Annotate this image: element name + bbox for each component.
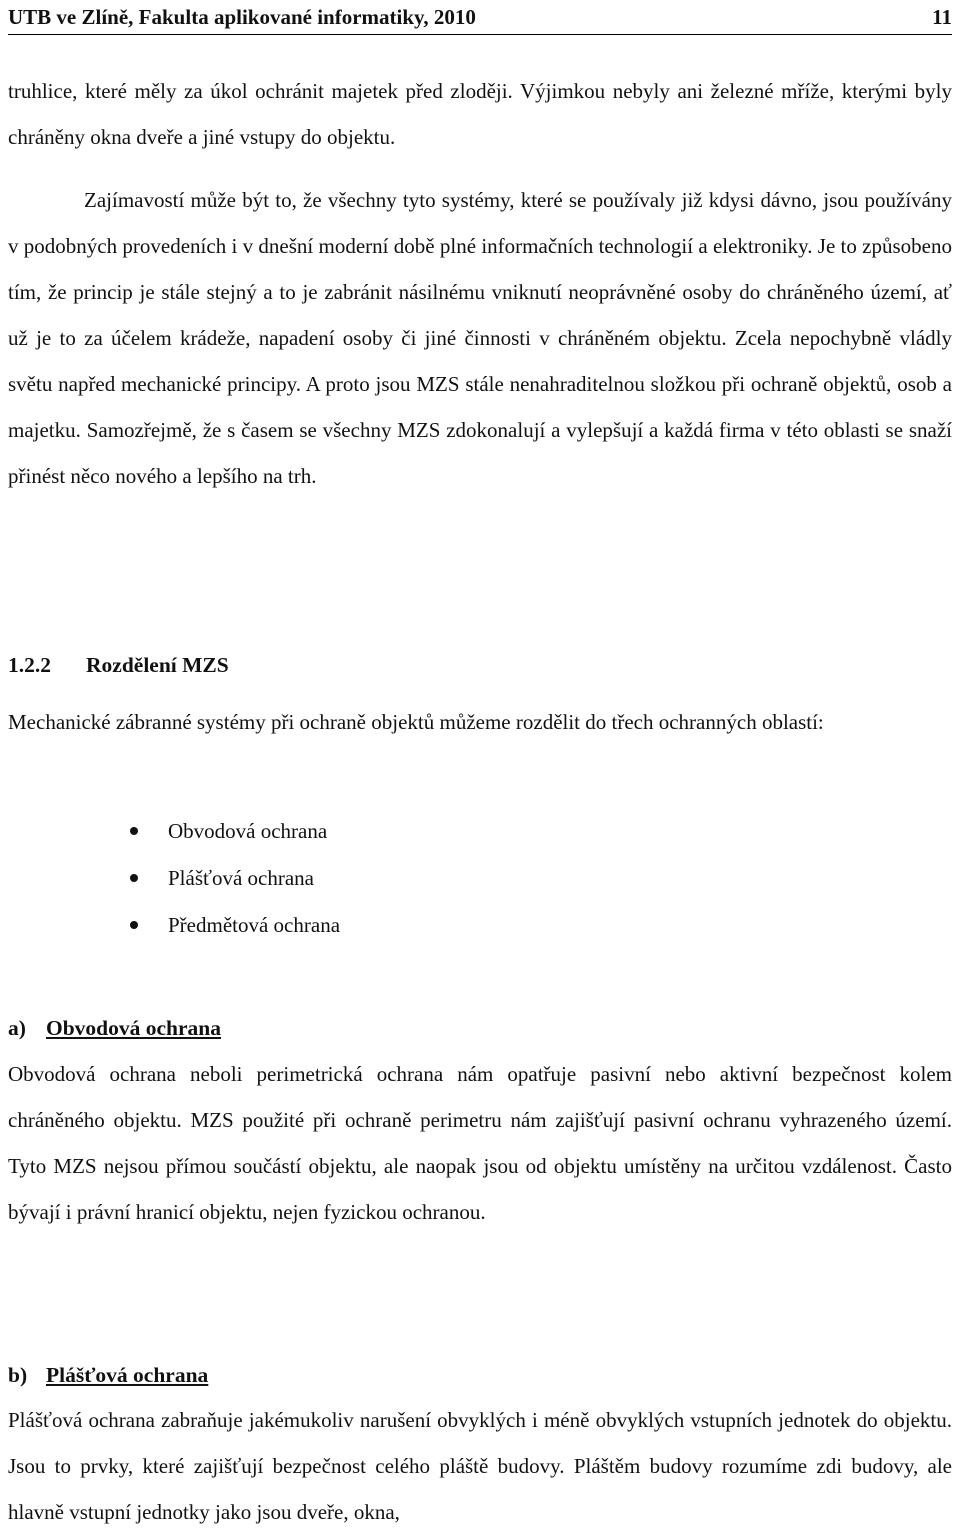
bullet-icon bbox=[130, 921, 138, 929]
paragraph-division: Mechanické zábranné systémy při ochraně objektů můžeme rozdělit do třech ochranných oblastí: bbox=[8, 710, 824, 734]
subsection-letter: b) bbox=[8, 1363, 28, 1387]
list-item: Plášťová ochrana bbox=[130, 855, 340, 902]
header-title: UTB ve Zlíně, Fakulta aplikované informatiky, 2010 bbox=[8, 5, 476, 29]
subsection-letter: a) bbox=[8, 1016, 26, 1040]
section-title: Rozdělení MZS bbox=[86, 653, 229, 677]
subsection-heading-b bbox=[8, 1360, 208, 1390]
subsection-title: Obvodová ochrana bbox=[46, 1016, 222, 1040]
section-number: 1.2.2 bbox=[8, 653, 51, 677]
paragraph-shell: Plášťová ochrana zabraňuje jakémukoliv narušení obvyklých i méně obvyklých vstupních jednotek do objektu. Jsou to prvky, které zajišťují bezpečnost celého pláště budovy. Pláštěm budovy rozumíme zdi budovy, ale hlavně vstupní jednotky jako jsou dveře, okna, bbox=[8, 1408, 952, 1524]
list-item: Obvodová ochrana bbox=[130, 808, 340, 855]
subsection-title: Plášťová ochrana bbox=[46, 1363, 209, 1387]
section-heading bbox=[8, 650, 229, 680]
list-item: Předmětová ochrana bbox=[130, 902, 340, 949]
paragraph-intro: truhlice, které měly za úkol ochránit majetek před zloději. Výjimkou nebyly ani železné mříže, kterými byly chráněny okna dveře a jiné vstupy do objektu. bbox=[8, 79, 952, 149]
paragraph-perimeter: Obvodová ochrana neboli perimetrická ochrana nám opatřuje pasivní nebo aktivní bezpečnost kolem chráněného objektu. MZS použité při ochraně perimetru nám zajišťují pasivní ochranu vyhrazeného území. Tyto MZS nejsou přímou součástí objektu, ale naopak jsou od objektu umístěny na určitou vzdálenost. Často bývají i právní hranicí objektu, nejen fyzickou ochranou. bbox=[8, 1062, 952, 1224]
bullet-icon bbox=[130, 874, 138, 882]
bullet-icon bbox=[130, 827, 138, 835]
protection-list bbox=[130, 808, 340, 949]
paragraph-interest: Zajímavostí může být to, že všechny tyto systémy, které se používaly již kdysi dávno, jsou používány v podobných provedeních i v dnešní moderní době plné informačních technologií a elektroniky. Je to způsobeno tím, že princip je stále stejný a to je zabránit násilnému vniknutí neoprávněné osoby do chráněného území, ať už je to za účelem krádeže, napadení osoby či jiné činnosti v chráněném objektu. Zcela nepochybně vládly světu napřed mechanické principy. A proto jsou MZS stále nenahraditelnou složkou při ochraně objektů, osob a majetku. Samozřejmě, že s časem se všechny MZS zdokonalují a vylepšují a každá firma v této oblasti se snaží přinést něco nového a lepšího na trh. bbox=[8, 188, 952, 488]
page-number: 11 bbox=[932, 5, 952, 29]
subsection-heading-a bbox=[8, 1013, 221, 1043]
page-header bbox=[8, 0, 952, 35]
